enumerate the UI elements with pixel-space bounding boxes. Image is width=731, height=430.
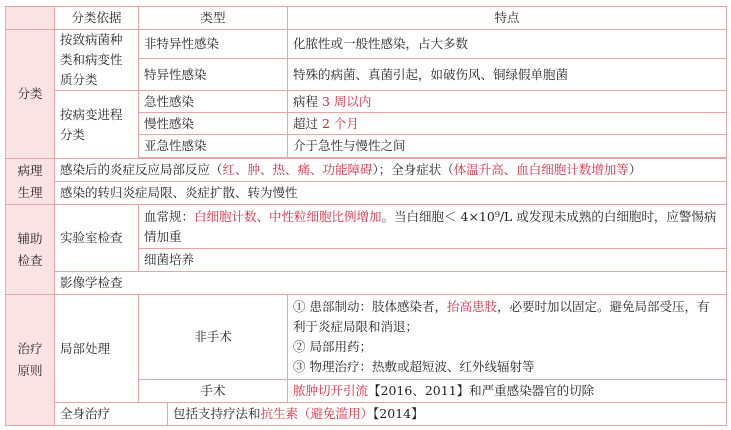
nonsurgical-item-1 [293,297,721,337]
feature-subacute: 介于急性与慢性之间 [288,135,727,158]
blood-routine [139,205,727,249]
imaging-exam: 影像学检查 [55,272,727,295]
nonsurgical-item-3: ③ 物理治疗：热敷或超短波、红外线辐射等 [293,359,535,374]
header-basis: 分类依据 [55,7,139,30]
table-row [6,272,727,295]
nonsurgical-content [288,295,727,380]
auxiliary-label-line2: 检查 [17,252,43,268]
pathology-text: ）；全身症状（ [372,162,454,177]
basis-progress: 按病变进程分类 [55,91,139,159]
chronic-prefix: 超过 [293,115,322,131]
type-chronic: 慢性感染 [139,113,288,135]
header-row [6,7,727,30]
type-acute: 急性感染 [139,91,288,113]
blood-highlight: 白细胞计数、中性粒细胞比例增加 [194,208,382,224]
table-row [6,182,727,205]
pathology-row1 [55,159,727,182]
pathology-label [6,159,55,205]
systemic-text: 包括支持疗法和 [173,406,261,421]
blood-prefix: 血常规： [144,208,195,224]
feature-chronic [288,113,727,135]
avoid-abuse: （避免滥用） [298,406,374,421]
pathology-text: ） [628,162,642,177]
type-nonspecific: 非特异性感染 [139,30,288,59]
header-features: 特点 [288,7,727,30]
classification-label: 分类 [6,30,55,159]
basis-pathogen: 按致病菌种类和病变性质分类 [55,30,139,91]
chronic-highlight: 2 个月 [322,115,359,131]
item1-text: ，必要时加以固定。避免局部受压，有利于炎症局限和消退； [293,299,710,334]
item1-text: ① 患部制动：肢体感染者， [293,299,447,314]
antibiotics: 抗生素 [260,406,299,421]
table-row [6,91,727,113]
header-corner [6,7,55,30]
feature-specific: 特殊的病菌、真菌引起，如破伤风、铜绿假单胞菌 [288,59,727,91]
auxiliary-label [6,205,55,295]
header-type: 类型 [139,7,288,30]
blood-rest: 。当白细胞＜ 4×10⁹/L 或发现未成熟的白细胞时，应警惕病情加重 [144,208,717,244]
lab-exam-label: 实验室检查 [55,205,139,272]
auxiliary-label-line1: 辅助 [17,230,43,246]
table-row [6,205,727,249]
systemic-year: 【2014】 [373,406,424,421]
pathology-text: 感染后的炎症反应局部反应（ [60,162,223,177]
surgical-label: 手术 [139,380,288,403]
table-row [6,30,727,59]
treatment-label-line1: 治疗 [17,341,43,356]
acute-prefix: 病程 [293,93,322,109]
nonsurgical-label: 非手术 [139,295,288,380]
table-row [6,403,727,426]
surgical-rest: 【2016、2011】和严重感染器官的切除 [368,383,595,398]
systemic-treatment-content [168,403,727,426]
treatment-label-line2: 原则 [17,363,43,378]
surgical-content [288,380,727,403]
abscess-drainage: 脓肿切开引流 [293,383,369,398]
pathology-label-line2: 生理 [17,184,43,200]
nonsurgical-item-2: ② 局部用药； [293,339,372,354]
elevate-limb: 抬高患肢 [447,299,498,314]
table-row [6,159,727,182]
type-subacute: 亚急性感染 [139,135,288,158]
feature-acute [288,91,727,113]
infection-table [5,6,727,426]
treatment-label [6,295,55,426]
local-treatment-label: 局部处理 [55,295,139,403]
pathology-systemic-signs: 体温升高、血白细胞计数增加等 [453,162,629,177]
pathology-local-signs: 红、肿、热、痛、功能障碍 [222,162,373,177]
bacterial-culture: 细菌培养 [139,249,727,272]
type-specific: 特异性感染 [139,59,288,91]
feature-nonspecific: 化脓性或一般性感染，占大多数 [288,30,727,59]
pathology-label-line1: 病理 [17,162,43,178]
pathology-row2: 感染的转归炎症局限、炎症扩散、转为慢性 [55,182,727,205]
systemic-treatment-label: 全身治疗 [55,403,168,426]
acute-highlight: 3 周以内 [322,93,372,109]
table-row [6,295,727,380]
